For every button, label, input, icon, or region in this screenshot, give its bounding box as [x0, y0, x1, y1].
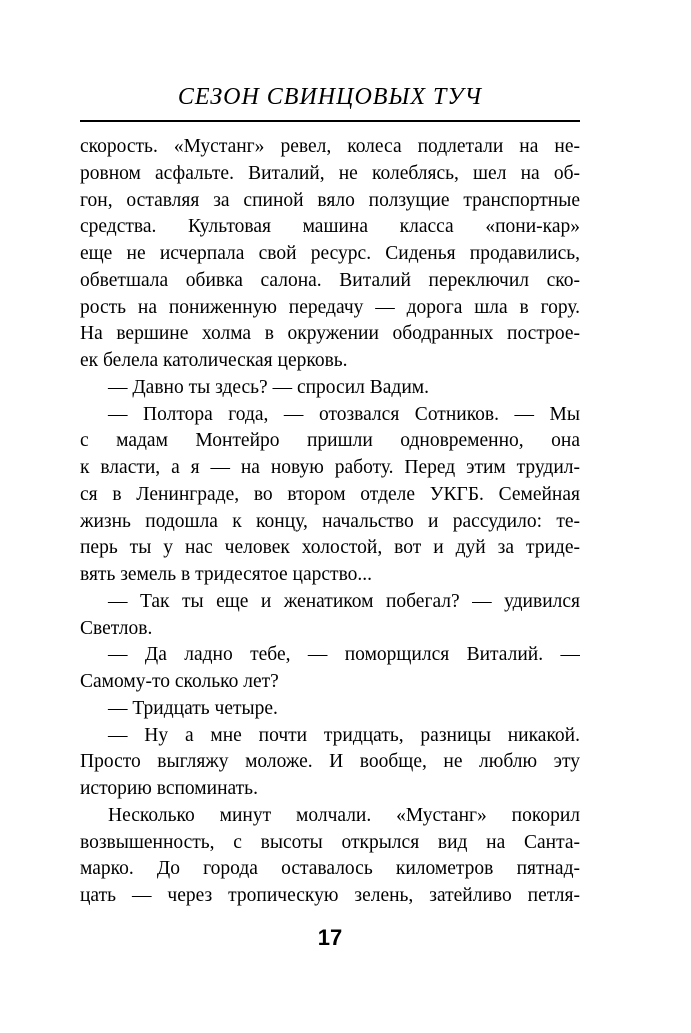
- text-line: жизнь подошла к концу, начальство и рассудило: те-: [80, 510, 580, 532]
- text-line: еще не исчерпала свой ресурс. Сиденья продавились,: [80, 243, 580, 264]
- header-rule: [80, 120, 580, 122]
- text-line: — Полтора года, — отозвался Сотников. — Мы: [108, 403, 580, 425]
- text-line: перь ты у нас человек холостой, вот и дуй за триде-: [80, 537, 580, 559]
- page-number: 17: [317, 925, 343, 950]
- text-line: средства. Культовая машина класса «пони-кар»: [80, 216, 580, 238]
- text-line: На вершине холма в окружении ободранных построе-: [80, 323, 580, 345]
- text-line: Просто выгляжу моложе. И вообще, не люблю эту: [80, 751, 580, 773]
- text-line: марко. До города оставалось километров пятнад-: [80, 858, 580, 880]
- text-line: вять земель в тридесятое царство...: [80, 564, 373, 585]
- text-line: — Давно ты здесь? — спросил Вадим.: [108, 376, 429, 398]
- text-line: Несколько минут молчали. «Мустанг» покорил: [108, 804, 580, 826]
- text-line: — Тридцать четыре.: [108, 697, 278, 719]
- text-line: к власти, а я — на новую работу. Перед этим трудил-: [80, 457, 580, 478]
- running-head: СЕЗОН СВИНЦОВЫХ ТУЧ: [177, 84, 483, 110]
- text-line: рость на пониженную передачу — дорога шла в гору.: [80, 296, 580, 318]
- text-line: цать — через тропическую зелень, затейливо петля-: [80, 885, 580, 906]
- text-line: скорость. «Мустанг» ревел, колеса подлетали на не-: [80, 136, 580, 157]
- body-text: [80, 134, 580, 910]
- text-line: — Ну а мне почти тридцать, разницы никакой.: [108, 724, 580, 746]
- text-line: историю вспоминать.: [80, 778, 258, 799]
- text-line: с мадам Монтейро пришли одновременно, она: [80, 430, 580, 452]
- text-line: ровном асфальте. Виталий, не колеблясь, шел на об-: [80, 162, 580, 184]
- text-line: ся в Ленинграде, во втором отделе УКГБ. Семейная: [80, 483, 580, 505]
- text-line: Светлов.: [80, 617, 153, 639]
- text-line: возвышенность, с высоты открылся вид на Санта-: [80, 831, 580, 853]
- text-line: гон, оставляя за спиной вяло ползущие транспортные: [80, 189, 580, 211]
- text-line: Самому-то сколько лет?: [80, 671, 279, 692]
- text-line: — Так ты еще и женатиком побегал? — удивился: [108, 590, 580, 612]
- text-line: ек белела католическая церковь.: [80, 350, 348, 371]
- text-line: — Да ладно тебе, — поморщился Виталий. —: [108, 644, 580, 666]
- text-line: обветшала обивка салона. Виталий переключил ско-: [80, 269, 580, 291]
